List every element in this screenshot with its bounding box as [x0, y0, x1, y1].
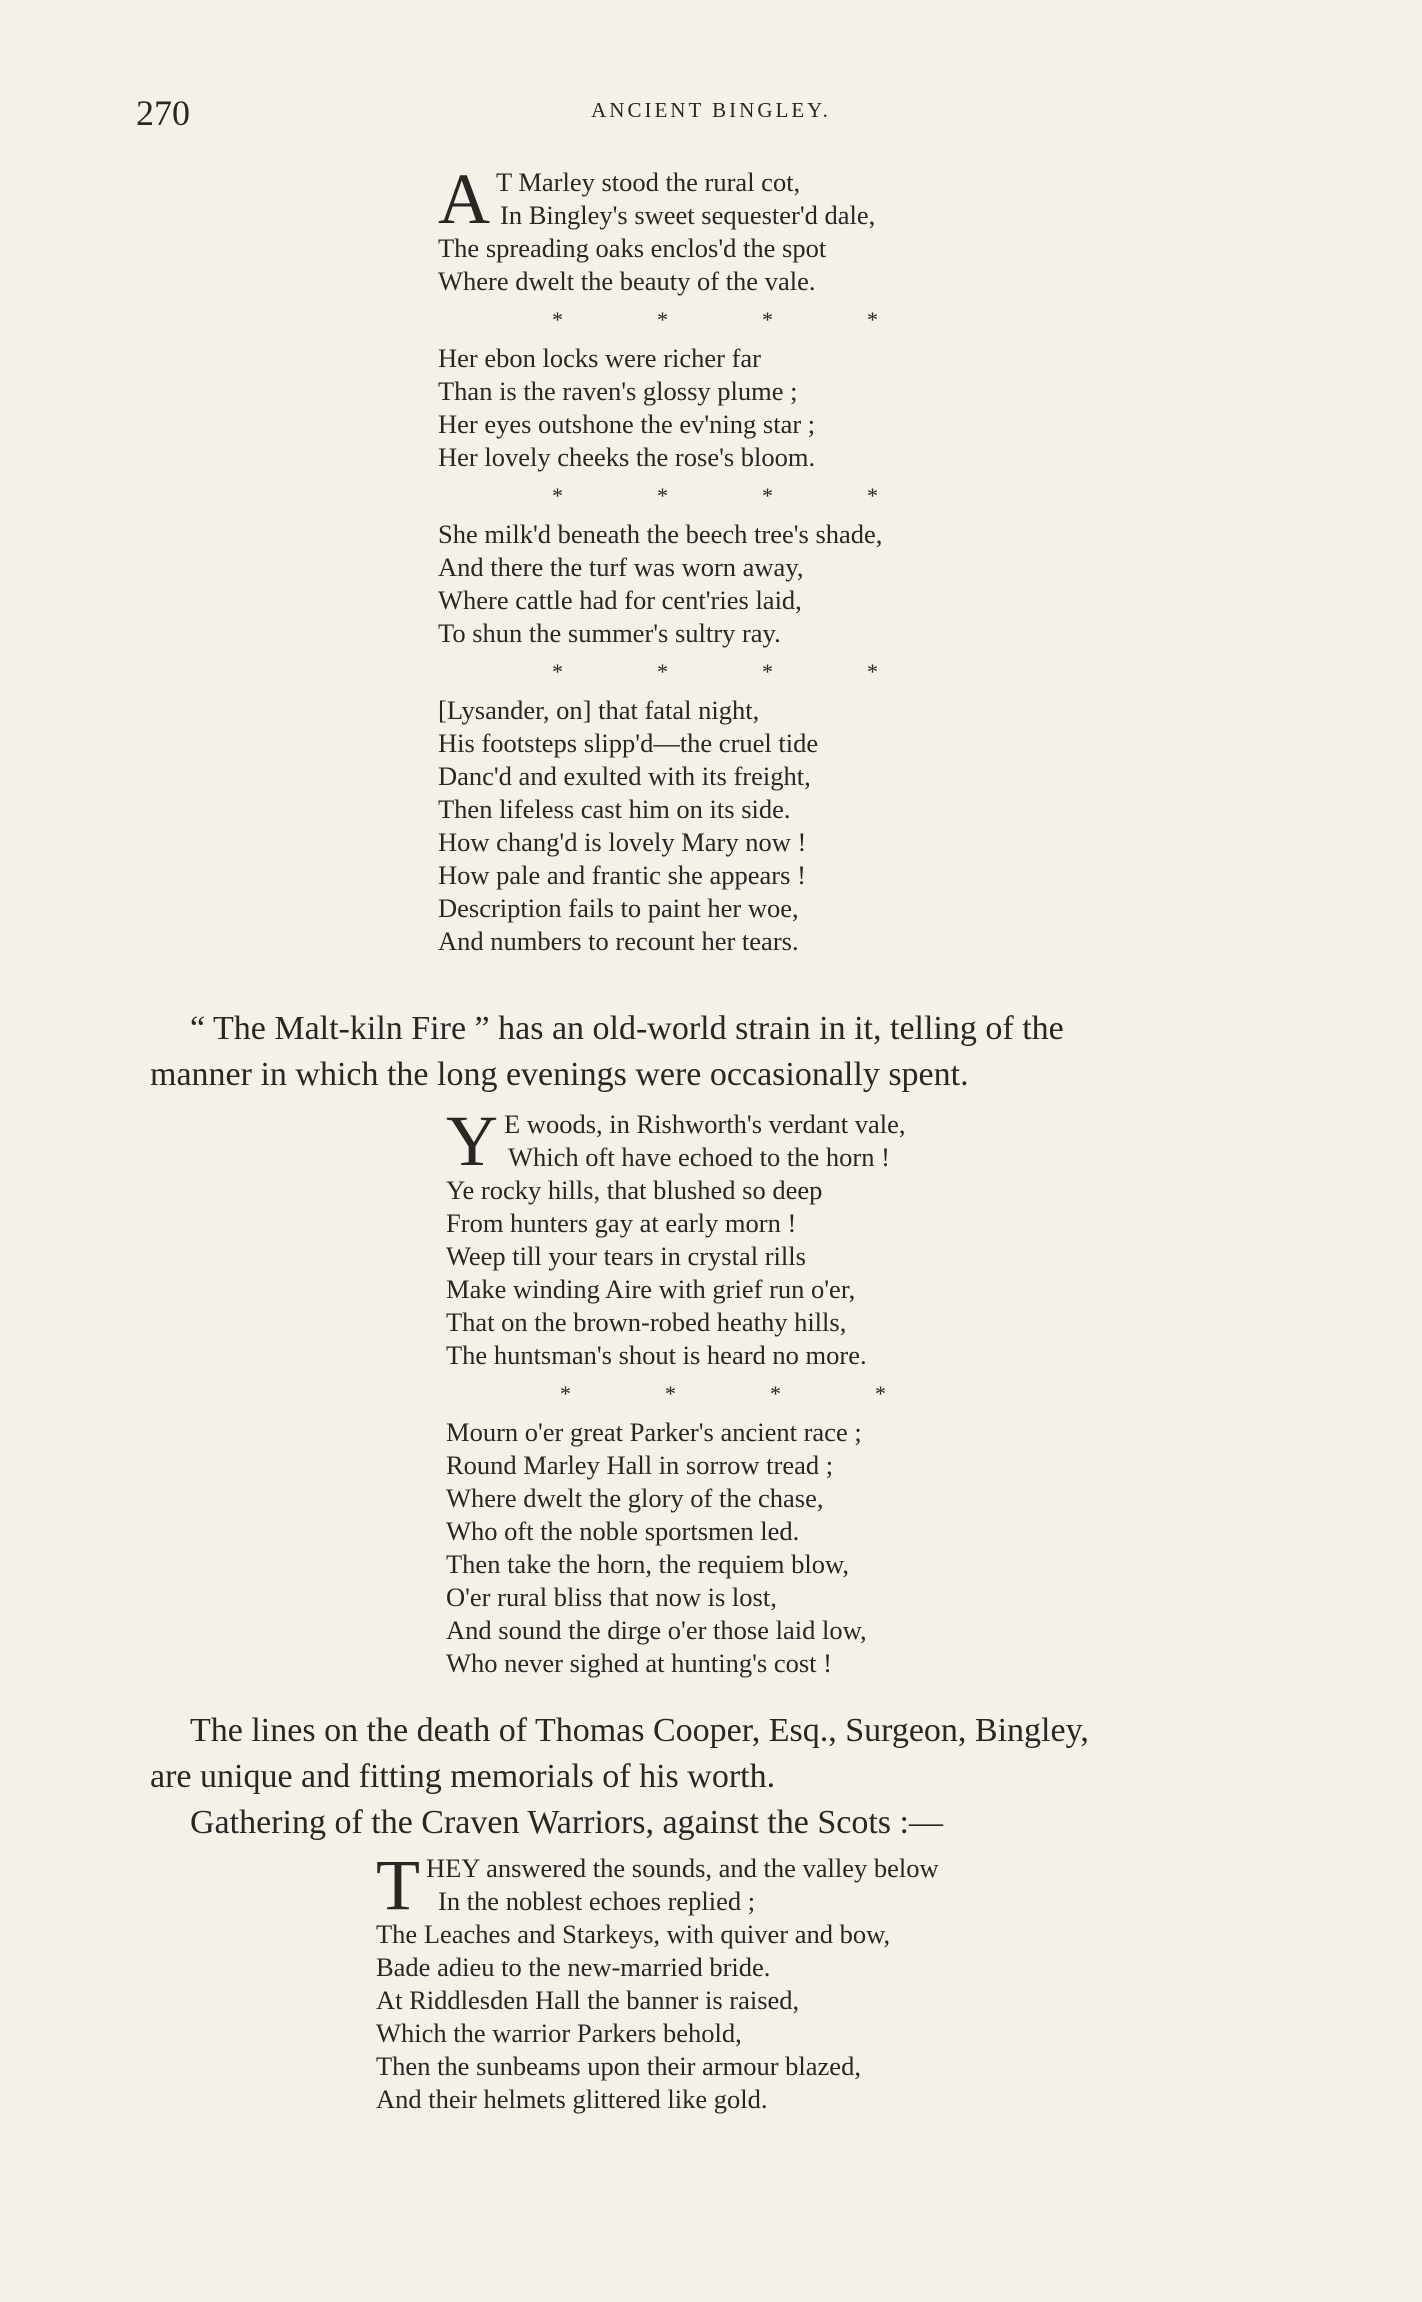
stanza [438, 342, 972, 474]
stanza [438, 694, 972, 958]
verse-line: In Bingley's sweet sequester'd dale, [500, 200, 876, 230]
drop-cap: A [438, 159, 490, 239]
verse-line: From hunters gay at early morn ! [446, 1208, 797, 1238]
verse-line: Which the warrior Parkers behold, [376, 2018, 742, 2048]
verse-line: In the noblest echoes replied ; [438, 1886, 756, 1916]
verse-line: The Leaches and Starkeys, with quiver and bow, [376, 1919, 891, 1949]
stanza [446, 1416, 980, 1680]
verse-line: Round Marley Hall in sorrow tread ; [446, 1450, 834, 1480]
verse-line: Who never sighed at hunting's cost ! [446, 1648, 832, 1678]
stanza [376, 1845, 939, 2116]
verse-line: And numbers to recount her tears. [438, 926, 799, 956]
page-header [0, 92, 1422, 132]
prose-paragraph [150, 1006, 1360, 1098]
verse-line: Weep till your tears in crystal rills [446, 1241, 806, 1271]
asterisk: * [552, 659, 563, 684]
prose-line: manner in which the long evenings were occasionally spent. [150, 1056, 969, 1093]
verse-line: At Riddlesden Hall the banner is raised, [376, 1985, 800, 2015]
asterisk: * [867, 483, 878, 508]
asterisk: * [762, 307, 773, 332]
asterisk: * [770, 1381, 781, 1406]
verse-line: Her eyes outshone the ev'ning star ; [438, 409, 816, 439]
asterisk: * [657, 483, 668, 508]
asterisk: * [552, 483, 563, 508]
poem-rishworth [446, 1101, 980, 1680]
verse-line: And sound the dirge o'er those laid low, [446, 1615, 867, 1645]
asterisk: * [875, 1381, 886, 1406]
prose-line: “ The Malt-kiln Fire ” has an old-world strain in it, telling of the [190, 1010, 1064, 1047]
verse-line: Description fails to paint her woe, [438, 893, 799, 923]
verse-line: Mourn o'er great Parker's ancient race ; [446, 1417, 862, 1447]
prose-line: Gathering of the Craven Warriors, against the Scots :— [190, 1804, 943, 1841]
verse-line: Make winding Aire with grief run o'er, [446, 1274, 856, 1304]
section-separator [438, 474, 972, 518]
poem-marley [438, 159, 972, 958]
verse-line: She milk'd beneath the beech tree's shade, [438, 519, 883, 549]
verse-line: The huntsman's shout is heard no more. [446, 1340, 867, 1370]
verse-line: Bade adieu to the new-married bride. [376, 1952, 771, 1982]
asterisk: * [867, 307, 878, 332]
verse-line: And there the turf was worn away, [438, 552, 804, 582]
prose-line: The lines on the death of Thomas Cooper, Esq., Surgeon, Bingley, [190, 1712, 1089, 1749]
verse-line: How chang'd is lovely Mary now ! [438, 827, 807, 857]
verse-line: T Marley stood the rural cot, [496, 167, 801, 197]
stanza [446, 1101, 980, 1372]
verse-line: E woods, in Rishworth's verdant vale, [504, 1109, 906, 1139]
drop-cap: T [376, 1845, 420, 1925]
drop-cap: Y [446, 1101, 498, 1181]
verse-line: Which oft have echoed to the horn ! [508, 1142, 890, 1172]
asterisk: * [867, 659, 878, 684]
asterisk: * [657, 659, 668, 684]
verse-line: Ye rocky hills, that blushed so deep [446, 1175, 823, 1205]
page-number: 270 [136, 93, 190, 133]
verse-line: [Lysander, on] that fatal night, [438, 695, 760, 725]
asterisk: * [552, 307, 563, 332]
verse-line: O'er rural bliss that now is lost, [446, 1582, 777, 1612]
verse-line: Her lovely cheeks the rose's bloom. [438, 442, 816, 472]
verse-line: Who oft the noble sportsmen led. [446, 1516, 800, 1546]
verse-line: To shun the summer's sultry ray. [438, 618, 781, 648]
verse-line: Where dwelt the beauty of the vale. [438, 266, 816, 296]
verse-line: Than is the raven's glossy plume ; [438, 376, 798, 406]
verse-line: Then take the horn, the requiem blow, [446, 1549, 850, 1579]
verse-line: His footsteps slipp'd—the cruel tide [438, 728, 819, 758]
asterisk: * [762, 483, 773, 508]
section-separator [438, 650, 972, 694]
verse-line: How pale and frantic she appears ! [438, 860, 806, 890]
prose-paragraph [150, 1708, 1360, 1846]
asterisk: * [762, 659, 773, 684]
verse-line: And their helmets glittered like gold. [376, 2084, 768, 2114]
section-separator [438, 298, 972, 342]
verse-line: Her ebon locks were richer far [438, 343, 761, 373]
verse-line: Where cattle had for cent'ries laid, [438, 585, 802, 615]
running-title: ANCIENT BINGLEY. [591, 98, 831, 122]
asterisk: * [560, 1381, 571, 1406]
stanza [438, 518, 972, 650]
verse-line: The spreading oaks enclos'd the spot [438, 233, 827, 263]
asterisk: * [657, 307, 668, 332]
verse-line: Danc'd and exulted with its freight, [438, 761, 811, 791]
verse-line: Then lifeless cast him on its side. [438, 794, 791, 824]
prose-line: are unique and fitting memorials of his worth. [150, 1758, 776, 1795]
verse-line: Where dwelt the glory of the chase, [446, 1483, 824, 1513]
stanza [438, 159, 972, 298]
verse-line: That on the brown-robed heathy hills, [446, 1307, 847, 1337]
poem-craven-warriors [376, 1845, 939, 2116]
asterisk: * [665, 1381, 676, 1406]
section-separator [446, 1372, 980, 1416]
verse-line: HEY answered the sounds, and the valley below [425, 1853, 939, 1883]
verse-line: Then the sunbeams upon their armour blazed, [376, 2051, 861, 2081]
